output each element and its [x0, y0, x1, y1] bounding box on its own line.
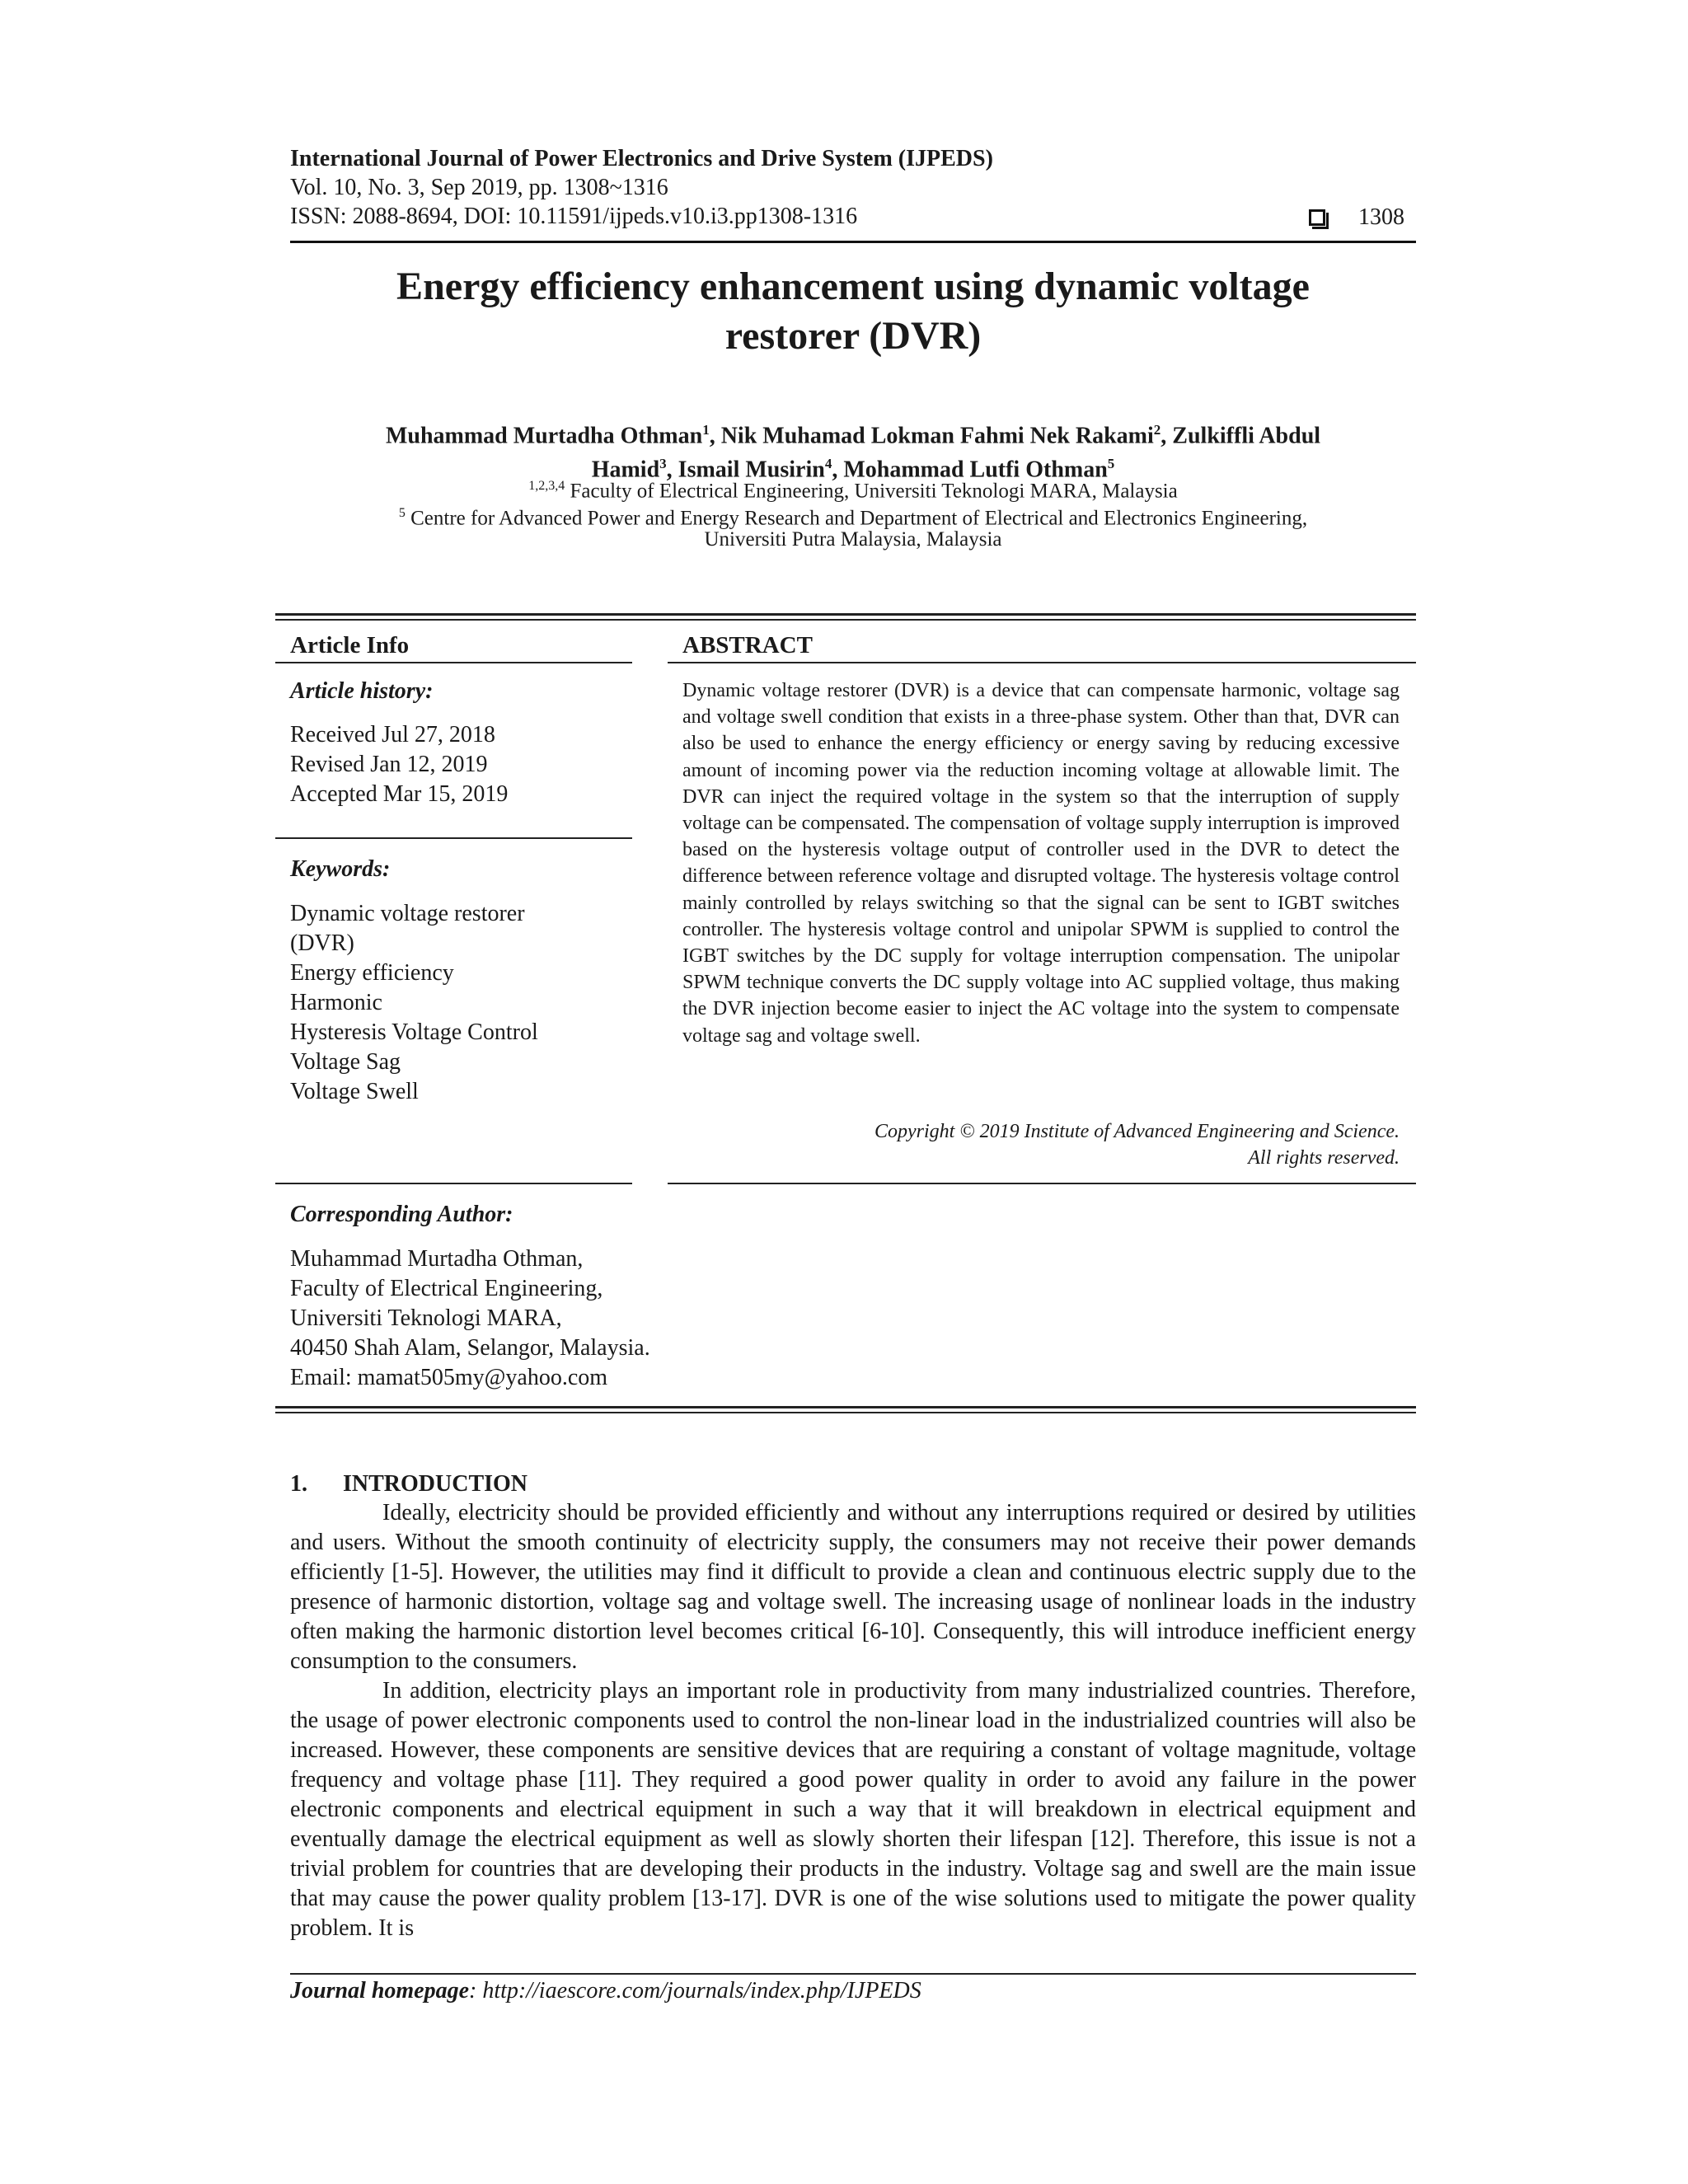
author-name: Hamid	[591, 457, 660, 483]
author-line-1	[290, 416, 1416, 450]
keyword-item: Voltage Swell	[290, 1079, 419, 1104]
journal-homepage	[290, 1976, 921, 2006]
corresponding-email: Email: mamat505my@yahoo.com	[290, 1365, 608, 1390]
section-title: INTRODUCTION	[343, 1471, 528, 1497]
keywords-list	[290, 899, 538, 1107]
corresponding-university: Universiti Teknologi MARA,	[290, 1305, 562, 1331]
author-name: , Zulkiffli Abdul	[1160, 423, 1321, 449]
corresponding-heading: Corresponding Author:	[290, 1202, 513, 1227]
affiliation-2-cont: Universiti Putra Malaysia, Malaysia	[704, 528, 1002, 551]
author-sup: 2	[1153, 422, 1161, 438]
history-revised: Revised Jan 12, 2019	[290, 752, 488, 777]
title-line-1: Energy efficiency enhancement using dynamic voltage	[396, 265, 1310, 308]
article-info-rule	[275, 662, 632, 663]
section-heading-introduction	[290, 1471, 528, 1497]
author-name: , Mohammad Lutfi Othman	[832, 457, 1108, 483]
abstract-rule	[668, 662, 1416, 663]
page-number: 1308	[1358, 204, 1404, 230]
volume-line: Vol. 10, No. 3, Sep 2019, pp. 1308~1316	[290, 175, 668, 200]
history-heading: Article history:	[290, 678, 434, 704]
journal-name: International Journal of Power Electronics and Drive System (IJPEDS)	[290, 146, 993, 171]
page-box-icon	[1309, 209, 1325, 226]
affiliation-text: Faculty of Electrical Engineering, Universiti Teknologi MARA, Malaysia	[565, 480, 1178, 503]
copyright-line-2: All rights reserved.	[1248, 1147, 1400, 1169]
paper-title	[290, 262, 1416, 361]
footer-rule	[290, 1973, 1416, 1975]
history-list	[290, 720, 508, 809]
top-double-rule	[275, 613, 1416, 621]
abstract-text: Dynamic voltage restorer (DVR) is a device that can compensate harmonic, voltage sag and voltage swell condition that exists in a three-phase system. Other than that, DVR can also be used to enhance the energy efficiency or energy saving by reducing excessive amount of incoming power via the reduction incoming voltage at allowable limit. The DVR can inject the required voltage in the system so that the interruption of supply voltage can be compensated. The compensation of voltage supply interruption is improved based on the hysteresis voltage output of controller used in the DVR to detect the difference between reference voltage and disrupted voltage. The hysteresis voltage control mainly controlled by relays switching so that the signal can be sent to IGBT switches controller. The hysteresis voltage control and unipolar SPWM is supplied to control the IGBT switches by the DC supply for voltage interruption compensation. The unipolar SPWM technique converts the DC supply voltage into AC supplied voltage, thus making the DVR injection become easier to inject the AC voltage into the system to compensate voltage sag and voltage swell.	[682, 680, 1400, 1047]
affiliation-text: Centre for Advanced Power and Energy Research and Department of Electrical and Electronics Engineering,	[405, 507, 1308, 530]
paragraph-2: In addition, electricity plays an important role in productivity from many industrialized countries. Therefore, the usage of power electronic components used to control the non-linear load in the industrialized countries will also be increased. However, these components are sensitive devices that are requiring a constant of voltage magnitude, voltage frequency and voltage phase [11]. They required a good power quality in order to avoid any failure in the power electronic components and electrical equipment in such a way that it will breakdown in electrical equipment and eventually damage the electrical equipment as well as slowly shorten their lifespan [12]. Therefore, this issue is not a trivial problem for countries that are developing their products in the industry. Voltage sag and swell are the main issue that may cause the power quality problem [13-17]. DVR is one of the wise solutions used to mitigate the power quality problem. It is	[290, 1678, 1416, 1941]
author-name: , Ismail Musirin	[666, 457, 825, 483]
history-accepted: Accepted Mar 15, 2019	[290, 781, 509, 807]
corresponding-address: 40450 Shah Alam, Selangor, Malaysia.	[290, 1335, 650, 1361]
keyword-item: Dynamic voltage restorer	[290, 901, 525, 926]
section-number: 1.	[290, 1471, 307, 1497]
keyword-item: Hysteresis Voltage Control	[290, 1019, 538, 1045]
affiliation-sup: 1,2,3,4	[528, 479, 565, 493]
homepage-label: Journal homepage	[290, 1978, 470, 2004]
keyword-item: Energy efficiency	[290, 960, 454, 986]
keyword-item: Voltage Sag	[290, 1049, 401, 1075]
header-rule	[290, 241, 1416, 243]
history-received: Received Jul 27, 2018	[290, 722, 495, 748]
abstract-heading: ABSTRACT	[682, 632, 813, 658]
bottom-double-rule	[275, 1406, 1416, 1413]
corresponding-name: Muhammad Murtadha Othman,	[290, 1246, 584, 1272]
history-rule	[275, 837, 632, 839]
keywords-rule	[275, 1183, 632, 1184]
copyright-notice	[682, 1118, 1400, 1171]
copyright-line-1: Copyright © 2019 Institute of Advanced Engineering and Science.	[874, 1121, 1400, 1142]
keyword-item: (DVR)	[290, 930, 354, 956]
author-sup: 5	[1107, 456, 1115, 472]
paragraph-1: Ideally, electricity should be provided efficiently and without any interruptions required or desired by utilities and users. Without the smooth continuity of electricity supply, the consumers may not receive their power demands efficiently [1-5]. However, the utilities may find it difficult to provide a clean and continuous electric supply due to the presence of harmonic distortion, voltage sag and voltage swell. The increasing usage of nonlinear loads in the industry often making the harmonic distortion level becomes critical [6-10]. Consequently, this will introduce inefficient energy consumption to the consumers.	[290, 1500, 1416, 1674]
abstract-bottom-rule	[668, 1183, 1416, 1184]
keywords-heading: Keywords:	[290, 856, 391, 882]
homepage-link[interactable]: : http://iaescore.com/journals/index.php/IJPEDS	[469, 1978, 921, 2004]
author-sup: 3	[659, 456, 667, 472]
corresponding-block	[290, 1244, 650, 1393]
affiliation-sup: 5	[398, 506, 406, 520]
title-line-2: restorer (DVR)	[724, 314, 982, 358]
author-name: , Nik Muhamad Lokman Fahmi Nek Rakami	[709, 423, 1154, 449]
author-sup: 4	[824, 456, 832, 472]
corresponding-faculty: Faculty of Electrical Engineering,	[290, 1276, 603, 1301]
issn-doi-line: ISSN: 2088-8694, DOI: 10.11591/ijpeds.v10.i3.pp1308-1316	[290, 204, 858, 229]
article-info-heading: Article Info	[290, 632, 410, 658]
keyword-item: Harmonic	[290, 990, 382, 1015]
author-sup: 1	[702, 422, 710, 438]
introduction-body	[290, 1498, 1416, 1943]
author-name: Muhammad Murtadha Othman	[385, 423, 703, 449]
